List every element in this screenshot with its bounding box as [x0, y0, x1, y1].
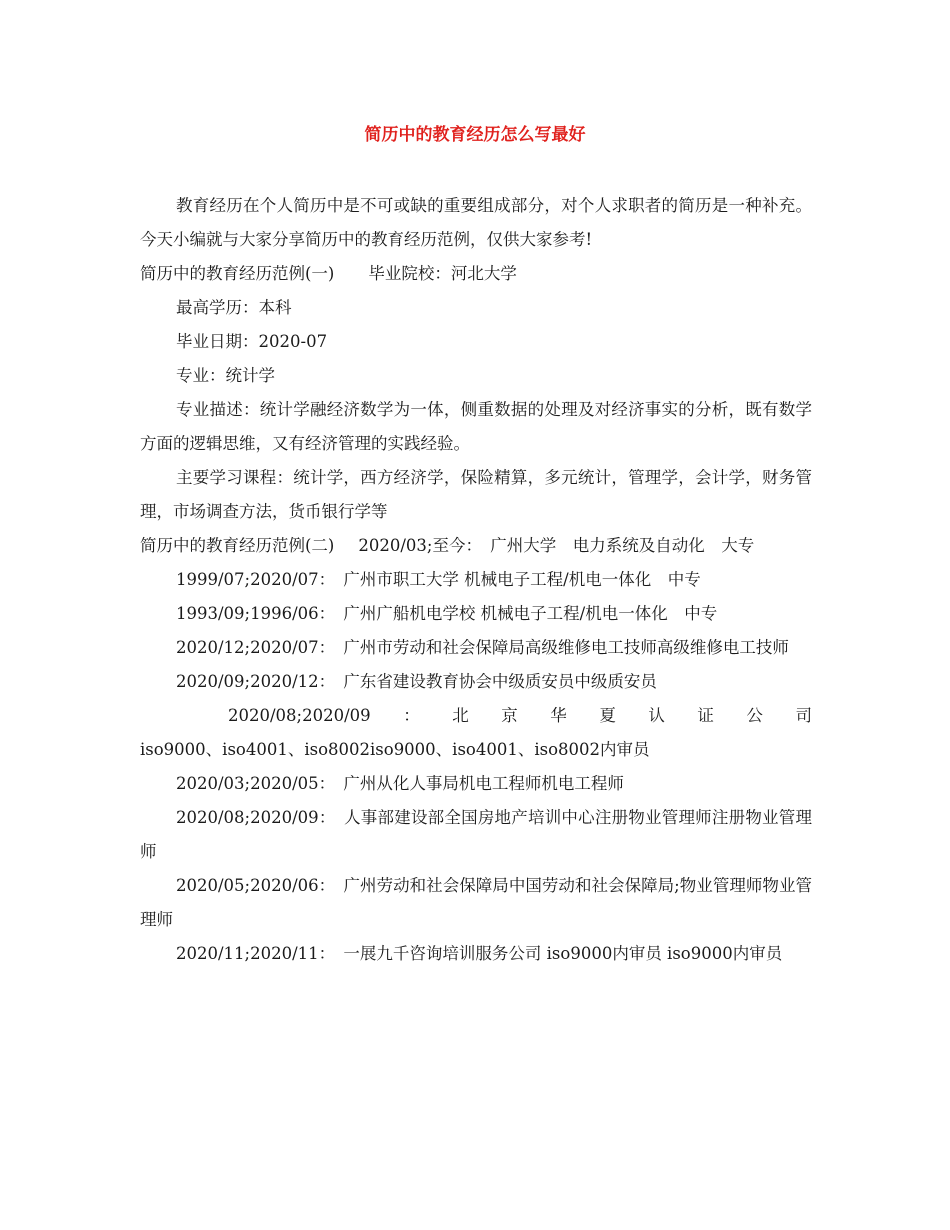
spread-char: 京 [501, 706, 518, 725]
spread-char: 认 [648, 706, 665, 725]
example2-heading-line [140, 529, 812, 563]
spread-date: 2020/08;2020/09 [228, 706, 371, 725]
document-title: 简历中的教育经历怎么写最好 [364, 125, 586, 145]
spread-colon: ： [403, 706, 420, 725]
spread-char: 北 [452, 706, 469, 725]
example2-entry: 1999/07;2020/07： 广州市职工大学 机械电子工程/机电一体化 中专 [176, 570, 701, 589]
example1-degree: 最高学历：本科 [176, 298, 292, 317]
spread-char: 夏 [599, 706, 616, 725]
spread-char: 公 [746, 706, 763, 725]
spread-char: 华 [550, 706, 567, 725]
example2-entry: 2020/12;2020/07： 广州市劳动和社会保障局高级维修电工技师高级维修电工技师 [176, 638, 789, 657]
example2-entry: 2020/09;2020/12： 广东省建设教育协会中级质安员中级质安员 [176, 672, 657, 691]
example2-spread-line [140, 699, 812, 733]
document-body [140, 189, 812, 971]
example1-heading-line [140, 257, 812, 291]
example2-spread-rest: iso9000、iso4001、iso8002iso9000、iso4001、iso8002内审员 [140, 740, 650, 759]
example2-heading: 简历中的教育经历范例(二) [140, 536, 335, 555]
spread-char: 司 [795, 706, 812, 725]
example1-courses: 主要学习课程：统计学，西方经济学，保险精算，多元统计，管理学，会计学，财务管理，市场调查方法，货币银行学等 [140, 468, 812, 521]
example1-school: 毕业院校：河北大学 [368, 264, 517, 283]
example1-grad-date: 毕业日期：2020-07 [176, 332, 328, 351]
example2-entry: 2020/05;2020/06： 广州劳动和社会保障局中国劳动和社会保障局;物业管理师物业管理师 [140, 876, 812, 929]
intro-paragraph: 教育经历在个人简历中是不可或缺的重要组成部分，对个人求职者的简历是一种补充。今天小编就与大家分享简历中的教育经历范例，仅供大家参考! [140, 196, 812, 249]
example2-first-entry: 2020/03;至今： 广州大学 电力系统及自动化 大专 [358, 536, 755, 555]
example2-entry: 1993/09;1996/06： 广州广船机电学校 机械电子工程/机电一体化 中专 [176, 604, 718, 623]
example2-entry: 2020/03;2020/05： 广州从化人事局机电工程师机电工程师 [176, 774, 624, 793]
example2-entry: 2020/08;2020/09： 人事部建设部全国房地产培训中心注册物业管理师注册物业管理师 [140, 808, 812, 861]
example1-major-desc: 专业描述：统计学融经济数学为一体，侧重数据的处理及对经济事实的分析，既有数学方面的逻辑思维，又有经济管理的实践经验。 [140, 400, 812, 453]
example1-major: 专业：统计学 [176, 366, 275, 385]
spread-char: 证 [697, 706, 714, 725]
example2-entry: 2020/11;2020/11： 一展九千咨询培训服务公司 iso9000内审员 iso9000内审员 [176, 944, 783, 963]
example1-heading: 简历中的教育经历范例(一) [140, 264, 335, 283]
